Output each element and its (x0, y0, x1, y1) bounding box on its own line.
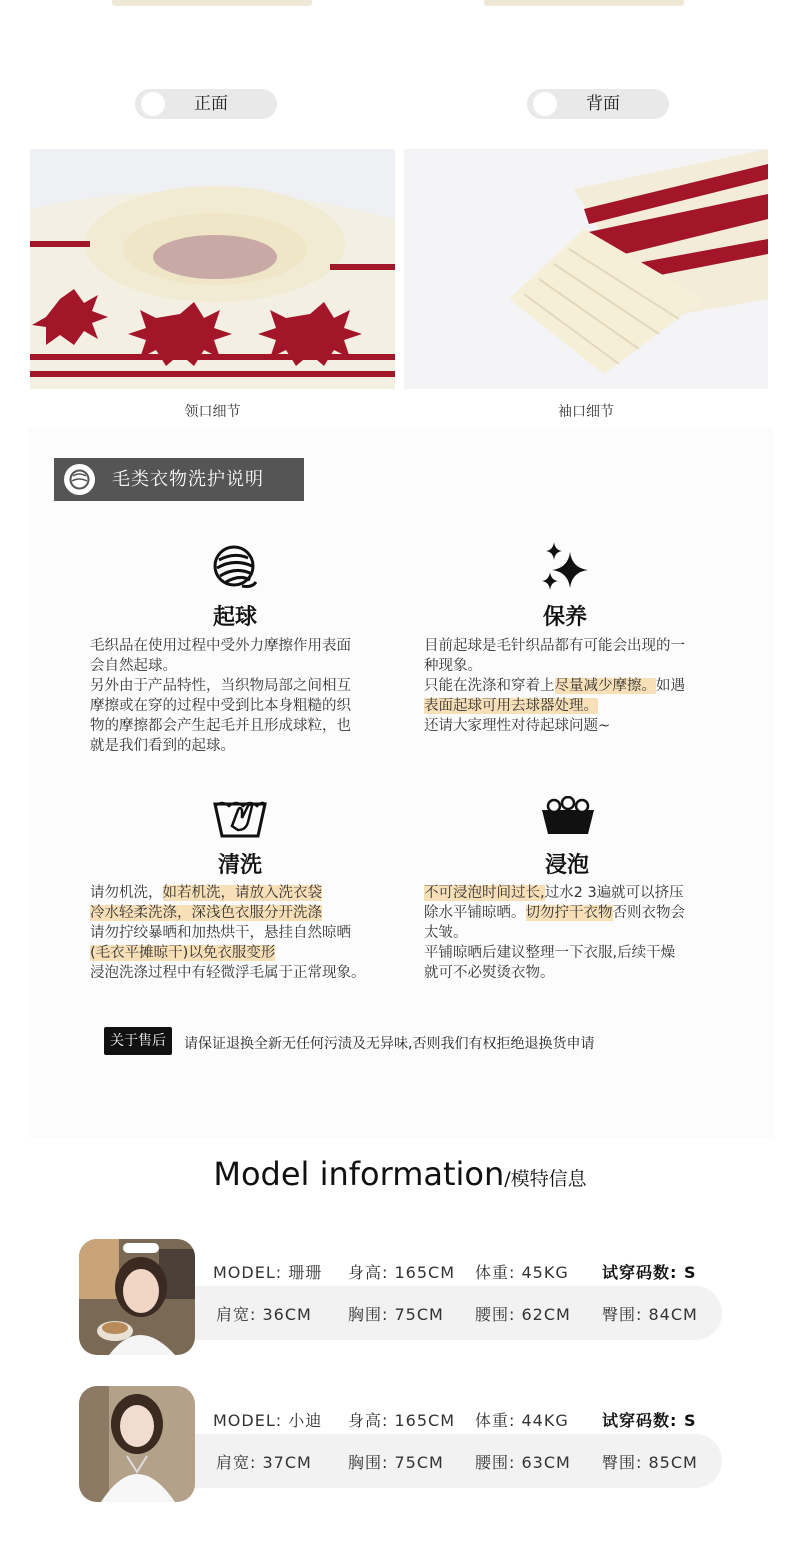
model-height: 身高: 165CM (348, 1263, 455, 1282)
soaking-line (424, 903, 734, 923)
soaking-line: 太皱。 (424, 925, 468, 941)
collar-detail-caption: 领口细节 (184, 404, 241, 420)
pilling-line: 物的摩擦都会产生起毛并且形成球粒，也 (90, 718, 351, 734)
cuff-detail-caption: 袖口细节 (558, 404, 614, 420)
maintenance-line: 还请大家理性对待起球问题~ (424, 718, 611, 734)
soaking-line: 就可不必熨烫衣物。 (424, 965, 555, 981)
washing-line: 浸泡洗涤过程中有轻微浮毛属于正常现象。 (90, 965, 366, 981)
pilling-line: 会自然起球。 (90, 658, 177, 674)
maintenance-title: 保养 (542, 605, 587, 630)
washing-text (90, 883, 400, 983)
top-image-edge (484, 0, 684, 6)
text-segment: 请勿机洗， (90, 885, 163, 901)
highlight-text: 如若机洗，请放入洗衣袋 (162, 885, 322, 901)
model-waist: 腰围: 62CM (475, 1305, 571, 1324)
pilling-line: 毛织品在使用过程中受外力摩擦作用表面 (90, 638, 351, 654)
pilling-line: 另外由于产品特性，当织物局部之间相互 (90, 678, 351, 694)
model-weight: 体重: 45KG (475, 1263, 569, 1282)
after-sales-tag: 关于售后 (104, 1027, 172, 1055)
front-view-toggle[interactable] (135, 89, 277, 119)
yarn-icon (212, 544, 258, 594)
after-sales-text: 请保证退换全新无任何污渍及无异味,否则我们有权拒绝退换货申请 (184, 1036, 595, 1052)
model-chest: 胸围: 75CM (348, 1305, 444, 1324)
top-image-edge (112, 0, 312, 6)
model-info-title (0, 1155, 800, 1193)
text-segment: 过水2 3遍就可以挤压 (544, 885, 684, 901)
model-info-title-cn: /模特信息 (504, 1168, 587, 1190)
text-segment: 如遇 (656, 678, 685, 694)
model-weight: 体重: 44KG (475, 1411, 569, 1430)
maintenance-text (424, 636, 724, 736)
front-view-label: 正面 (194, 94, 228, 114)
highlight-text: 表面起球可用去球器处理。 (424, 698, 598, 714)
collar-detail-photo (30, 149, 395, 389)
care-header (54, 458, 304, 501)
highlight-text: 冷水轻柔洗涤，深浅色衣服分开洗涤 (90, 905, 322, 921)
pilling-text (90, 636, 390, 756)
sparkle-icon (540, 540, 592, 596)
washing-line: 请勿拧绞暴晒和加热烘干，悬挂自然晾晒 (90, 925, 351, 941)
model-info-title-en: Model information (213, 1155, 505, 1193)
model-size: 试穿码数: S (602, 1411, 697, 1430)
cuff-detail-photo (404, 149, 768, 389)
model-chest: 胸围: 75CM (348, 1453, 444, 1472)
back-view-label: 背面 (586, 94, 620, 114)
text-segment: 只能在洗涤和穿着上 (424, 678, 555, 694)
maintenance-line (424, 676, 724, 696)
back-view-toggle[interactable] (527, 89, 669, 119)
hand-wash-icon (212, 792, 268, 844)
pilling-line: 摩擦或在穿的过程中受到比本身粗糙的织 (90, 698, 351, 714)
yarn-ball-icon (64, 464, 95, 495)
model-hip: 臀围: 84CM (602, 1305, 698, 1324)
text-segment: 否则衣物会 (612, 905, 685, 921)
soaking-line: 平铺晾晒后建议整理一下衣服,后续干燥 (424, 945, 676, 961)
soaking-line (424, 883, 734, 903)
washing-line (90, 883, 400, 903)
highlight-text: 切勿拧干衣物 (525, 905, 613, 921)
model-avatar (79, 1386, 195, 1502)
model-avatar (79, 1239, 195, 1355)
model-shoulder: 肩宽: 36CM (216, 1305, 312, 1324)
soak-basin-icon (540, 796, 596, 840)
soaking-title: 浸泡 (544, 853, 589, 878)
model-shoulder: 肩宽: 37CM (216, 1453, 312, 1472)
pilling-line: 就是我们看到的起球。 (90, 738, 235, 754)
model-name: MODEL: 珊珊 (213, 1263, 323, 1282)
maintenance-line: 目前起球是毛针织品都有可能会出现的一 (424, 638, 685, 654)
text-segment: 除水平铺晾晒。 (424, 905, 526, 921)
model-waist: 腰围: 63CM (475, 1453, 571, 1472)
pilling-title: 起球 (212, 605, 257, 630)
maintenance-line: 种现象。 (424, 658, 482, 674)
model-hip: 臀围: 85CM (602, 1453, 698, 1472)
model-name: MODEL: 小迪 (213, 1411, 323, 1430)
model-size: 试穿码数: S (602, 1263, 697, 1282)
soaking-text (424, 883, 734, 983)
highlight-text: 不可浸泡时间过长, (424, 885, 545, 901)
highlight-text: (毛衣平摊晾干)以免衣服变形 (90, 945, 276, 961)
care-header-title: 毛类衣物洗护说明 (112, 469, 264, 490)
model-height: 身高: 165CM (348, 1411, 455, 1430)
highlight-text: 尽量减少摩擦。 (554, 678, 656, 694)
washing-title: 清洗 (217, 853, 262, 878)
